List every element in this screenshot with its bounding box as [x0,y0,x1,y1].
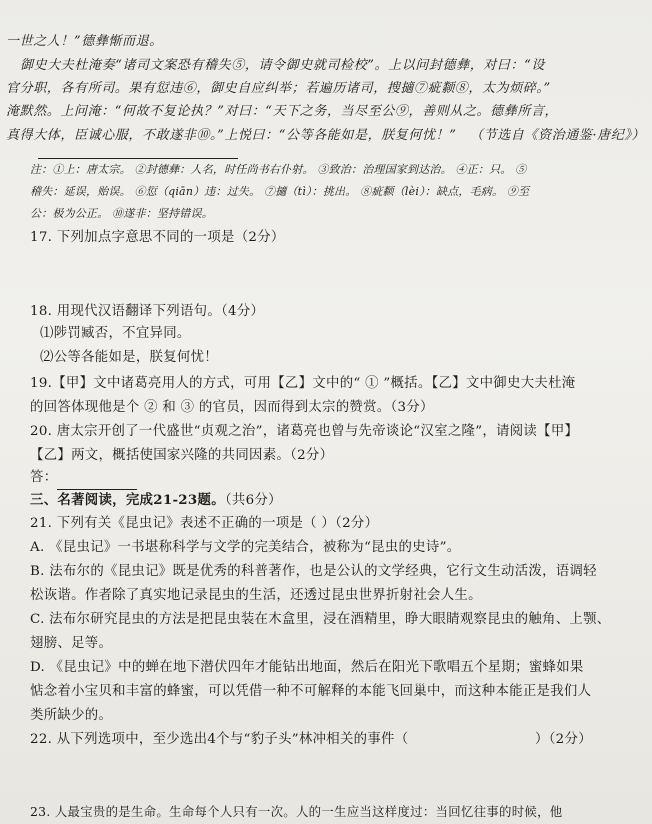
passage-line-3: 官分职，各有所司。果有愆违⑥，御史自应纠举；若遍历诸司，搜擿⑦疵颣⑧，太为烦碎。” [6,81,551,96]
q21-stem: 21. 下列有关《昆虫记》表述不正确的一项是（ ）（2分） [30,516,379,531]
q22-stem-end: ）（2分） [535,732,592,747]
q21-option-d-1: D. 《昆虫记》中的蝉在地下潜伏四年才能钻出地面，然后在阳光下歌唱五个星期；蜜蜂如果 [30,660,584,675]
q20-answer-line [30,466,652,490]
notes-line-3: 公：极为公正。 ⑩遂非：坚持错误。 [30,207,213,220]
notes-line-1: 注：①上：唐太宗。 ②封德彝：人名，时任尚书右仆射。 ③致治：治理国家到达治。 ④正：只。 ⑤ [30,163,527,176]
q22-stem: 22. 从下列选项中，至少选出4个与“豹子头”林冲相关的事件（ [30,732,409,747]
q21-option-d-2: 惦念着小宝贝和丰富的蜂蜜，可以凭借一种不可解释的本能飞回巢中，而这种本能正是我们人 [30,684,592,699]
section3-heading [30,488,652,513]
passage-line-1: 一世之人！”德彝惭而退。 [6,34,163,49]
q19-line-2: 的回答体现他是个 ② 和 ③ 的官员，因而得到太宗的赞赏。（3分） [30,400,434,415]
q23-line-1: 23. 人最宝贵的是生命。生命每个人只有一次。人的一生应当这样度过：当回忆往事的时候，他 [30,804,563,819]
q20-line-2: 【乙】两文，概括使国家兴隆的共同因素。（2分） [30,448,334,463]
q21-option-b-1: B. 法布尔的《昆虫记》既是优秀的科普著作，也是公认的文学经典，它行文生动活泼，语调轻 [30,564,597,579]
q20-line-1: 20. 唐太宗开创了一代盛世“贞观之治”，诸葛亮也曾与先帝谈论“汉室之隆”，请阅读【甲】 [30,424,579,439]
q17-stem: 17. 下列加点字意思不同的一项是（2分） [30,230,285,245]
passage-line-5: 真得大体，臣诚心服，不敢遂非⑩。”上悦曰：“公等各能如是，朕复何忧！” [6,128,457,143]
passage-source: （节选自《资治通鉴·唐纪》） [470,128,646,143]
passage-line-4: 淹默然。上问淹：“何故不复论执？”对曰：“天下之务，当尽至公⑨，善则从之。德彝所言， [6,104,559,119]
q20-answer-label: 答： [30,470,58,485]
q21-option-a: A. 《昆虫记》一书堪称科学与文学的完美结合，被称为“昆虫的史诗”。 [30,540,461,555]
section3-title: 三、名著阅读，完成21-23题。 [30,492,225,508]
q21-option-c-2: 翅膀、足等。 [30,636,113,651]
passage-line-2: 御史大夫杜淹奏“诸司文案恐有稽失⑤，请令御史就司检校”。上以问封德彝，对曰：“设 [20,58,545,73]
notes-line-2: 稽失：延误，贻误。 ⑥愆（qiān）违：过失。 ⑦擿（tì）：挑出。 ⑧疵颣（lèi）：缺点，毛病。 ⑨至 [30,185,530,198]
q21-option-c-1: C. 法布尔研究昆虫的方法是把昆虫装在木盒里，浸在酒精里，睁大眼睛观察昆虫的触角、上颚、 [30,612,611,627]
q22-stem-line [30,728,652,752]
q19-line-1: 19.【甲】文中诸葛亮用人的方式，可用【乙】文中的“ ① ”概括。【乙】文中御史大夫杜淹 [30,376,576,391]
q21-option-b-2: 松诙谐。作者除了真实地记录昆虫的生活，还透过昆虫世界折射社会人生。 [30,588,482,603]
q18-sentence-1: ⑴陟罚臧否，不宜异同。 [40,326,191,341]
q18-sentence-2: ⑵公等各能如是，朕复何忧！ [40,350,218,365]
section3-score: （共6分） [224,493,282,508]
q18-stem: 18. 用现代汉语翻译下列语句。（4分） [30,304,265,319]
q21-option-d-3: 类所缺少的。 [30,708,113,723]
